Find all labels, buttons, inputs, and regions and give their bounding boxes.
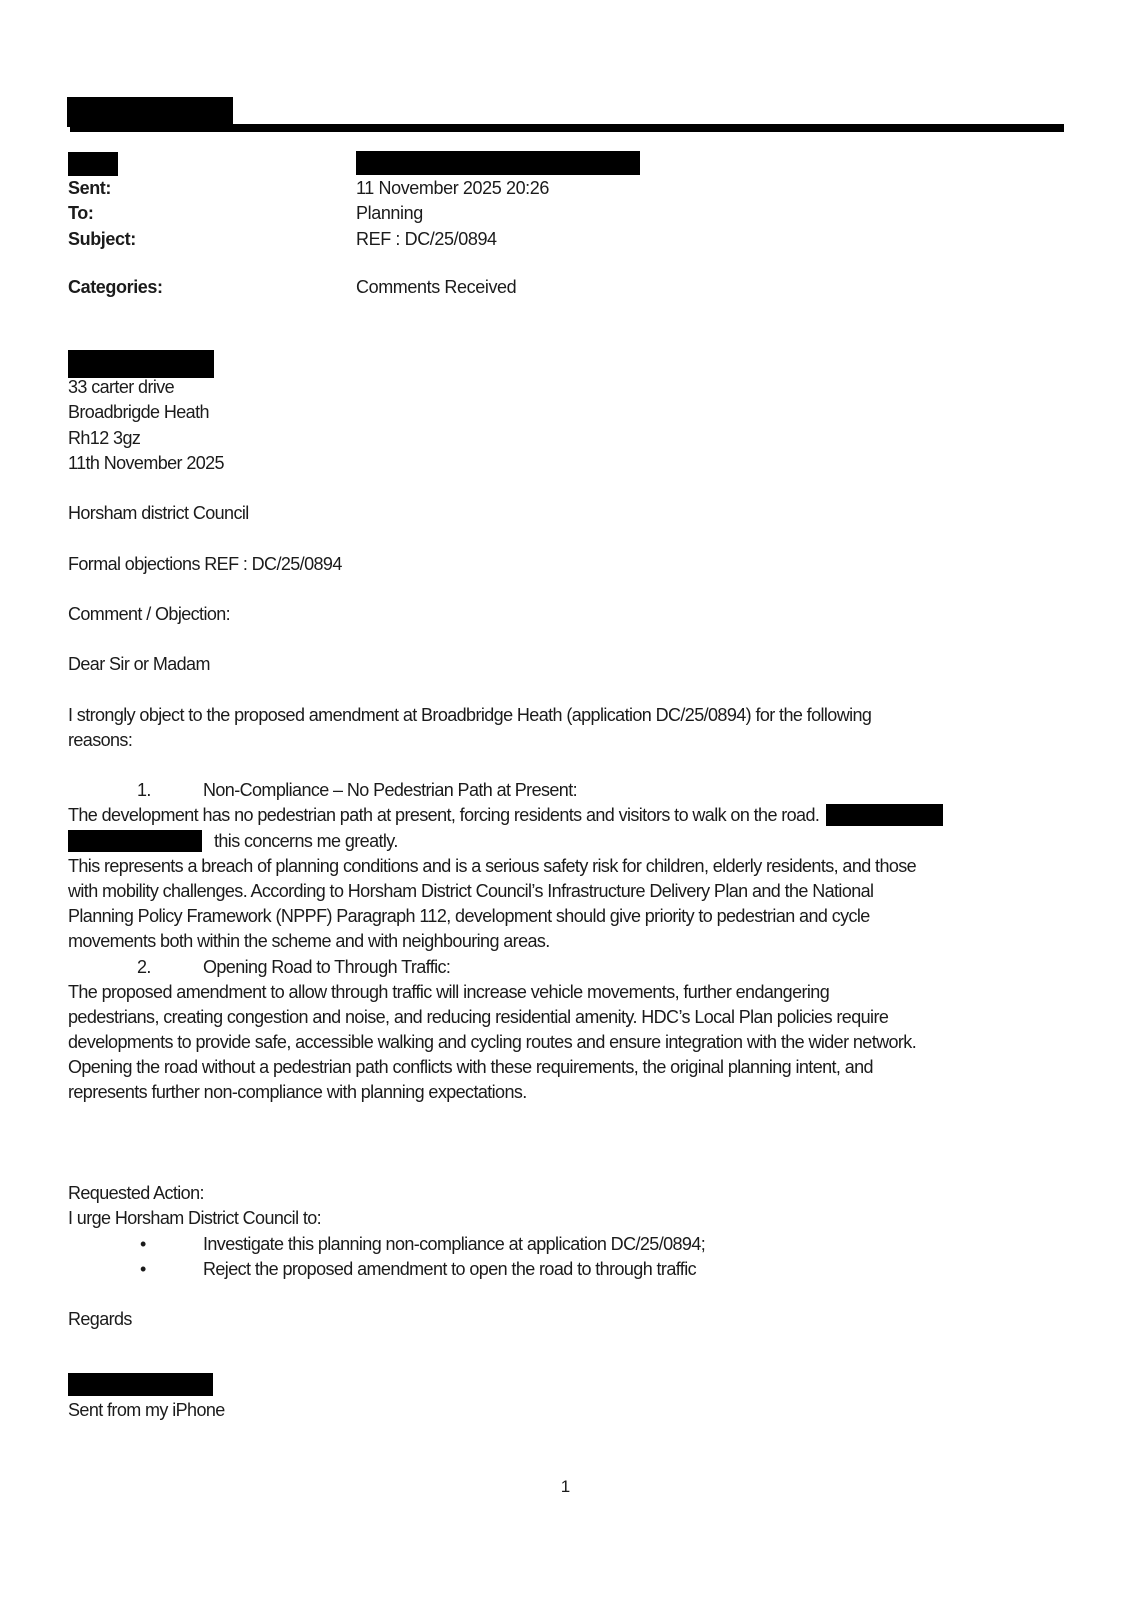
body-text: Planning Policy Framework (NPPF) Paragraph 112, development should give priority to pedestrian and cycle	[68, 906, 870, 927]
blank-line	[68, 1131, 1063, 1156]
body-line	[68, 929, 1063, 954]
address-line	[68, 400, 1063, 425]
sent-value: 11 November 2025 20:26	[356, 178, 550, 198]
page-number: 1	[560, 1477, 571, 1496]
bullet-item	[68, 1257, 1063, 1282]
address-text: Broadbrigde Heath	[68, 402, 209, 423]
sender-name-line	[68, 350, 1063, 375]
bullet-item	[68, 1232, 1063, 1257]
header-row-to	[68, 201, 1063, 226]
blank-line	[68, 1282, 1063, 1307]
salutation-line	[68, 652, 1063, 677]
categories-value: Comments Received	[356, 277, 517, 297]
address-line	[68, 375, 1063, 400]
redaction-inline	[826, 804, 943, 826]
bullet-text: Reject the proposed amendment to open the road to through traffic	[203, 1258, 697, 1279]
body-line	[68, 803, 1063, 828]
salutation-text: Dear Sir or Madam	[68, 654, 210, 675]
body-text: with mobility challenges. According to Horsham District Council’s Infrastructure Delivery Plan and the National	[68, 880, 874, 901]
blank-line	[68, 753, 1063, 778]
address-text: 33 carter drive	[68, 377, 175, 398]
bullet-text: Investigate this planning non-compliance at application DC/25/0894;	[203, 1233, 706, 1254]
categories-label: Categories:	[68, 277, 163, 297]
redaction-signature	[68, 1373, 213, 1396]
body-line	[68, 854, 1063, 879]
section-label-line	[68, 602, 1063, 627]
numbered-item-1	[68, 778, 1063, 803]
redaction-title-block	[67, 97, 233, 127]
list-number: 2.	[137, 956, 151, 977]
intro-line	[68, 703, 1063, 728]
body-text: The development has no pedestrian path at present, forcing residents and visitors to walk on the road.	[68, 805, 820, 826]
blank-line	[68, 577, 1063, 602]
numbered-item-2	[68, 955, 1063, 980]
list-heading: Non-Compliance – No Pedestrian Path at Present:	[203, 780, 578, 801]
closing-line	[68, 1307, 1063, 1332]
signature-note-text: Sent from my iPhone	[68, 1399, 225, 1420]
header-divider-rule	[70, 124, 1064, 132]
body-text: movements both within the scheme and with neighbouring areas.	[68, 931, 550, 952]
blank-line	[68, 1332, 1063, 1357]
body-line	[68, 980, 1063, 1005]
subject-label: Subject:	[68, 229, 136, 249]
signature-note-line	[68, 1398, 1063, 1423]
list-number: 1.	[137, 780, 151, 801]
requested-action-lead-text: I urge Horsham District Council to:	[68, 1208, 322, 1229]
intro-line	[68, 728, 1063, 753]
to-value: Planning	[356, 203, 423, 223]
body-text: Opening the road without a pedestrian path conflicts with these requirements, the original planning intent, and	[68, 1057, 873, 1078]
body-line	[68, 904, 1063, 929]
blank-line	[68, 526, 1063, 551]
subject-value: REF : DC/25/0894	[356, 229, 497, 249]
list-heading: Opening Road to Through Traffic:	[203, 956, 451, 977]
blank-line	[68, 1106, 1063, 1131]
requested-action-lead	[68, 1206, 1063, 1231]
redaction-inline	[68, 830, 202, 852]
header-row-subject	[68, 227, 1063, 252]
body-line	[68, 1055, 1063, 1080]
body-line	[68, 1005, 1063, 1030]
body-text: The proposed amendment to allow through traffic will increase vehicle movements, further endangering	[68, 981, 830, 1002]
body-text: represents further non-compliance with planning expectations.	[68, 1082, 527, 1103]
blank-line	[68, 1156, 1063, 1181]
header-row-categories	[68, 275, 1063, 300]
body-line	[68, 1080, 1063, 1105]
blank-line	[68, 476, 1063, 501]
requested-action-text: Requested Action:	[68, 1183, 204, 1204]
blank-line	[68, 627, 1063, 652]
blank-line	[68, 677, 1063, 702]
recipient-line	[68, 501, 1063, 526]
closing-text: Regards	[68, 1309, 132, 1330]
letter-body	[68, 350, 1063, 1423]
redaction-sender-name	[68, 350, 214, 378]
requested-action-heading	[68, 1181, 1063, 1206]
body-text: developments to provide safe, accessible walking and cycling routes and ensure integration with the wider network.	[68, 1032, 917, 1053]
address-line	[68, 451, 1063, 476]
body-text: pedestrians, creating congestion and noise, and reducing residential amenity. HDC’s Local Plan policies require	[68, 1006, 889, 1027]
body-line	[68, 879, 1063, 904]
reference-text: Formal objections REF : DC/25/0894	[68, 553, 342, 574]
bullet-icon: •	[140, 1233, 146, 1254]
header-row-from	[68, 150, 1063, 175]
intro-text: I strongly object to the proposed amendment at Broadbridge Heath (application DC/25/0894) for the following	[68, 704, 872, 725]
body-line	[68, 829, 1063, 854]
section-label-text: Comment / Objection:	[68, 603, 231, 624]
signature-line	[68, 1373, 1063, 1398]
address-text: Rh12 3gz	[68, 427, 141, 448]
redaction-from-label	[68, 152, 118, 176]
intro-text: reasons:	[68, 729, 133, 750]
body-line	[68, 1030, 1063, 1055]
bullet-icon: •	[140, 1258, 146, 1279]
redaction-from-value	[356, 151, 640, 175]
address-text: 11th November 2025	[68, 452, 224, 473]
body-text: this concerns me greatly.	[214, 830, 398, 851]
to-label: To:	[68, 203, 94, 223]
reference-line	[68, 552, 1063, 577]
address-line	[68, 426, 1063, 451]
recipient-text: Horsham district Council	[68, 503, 249, 524]
sent-label: Sent:	[68, 178, 112, 198]
header-row-sent	[68, 176, 1063, 201]
body-text: This represents a breach of planning conditions and is a serious safety risk for children, elderly residents, and those	[68, 855, 917, 876]
